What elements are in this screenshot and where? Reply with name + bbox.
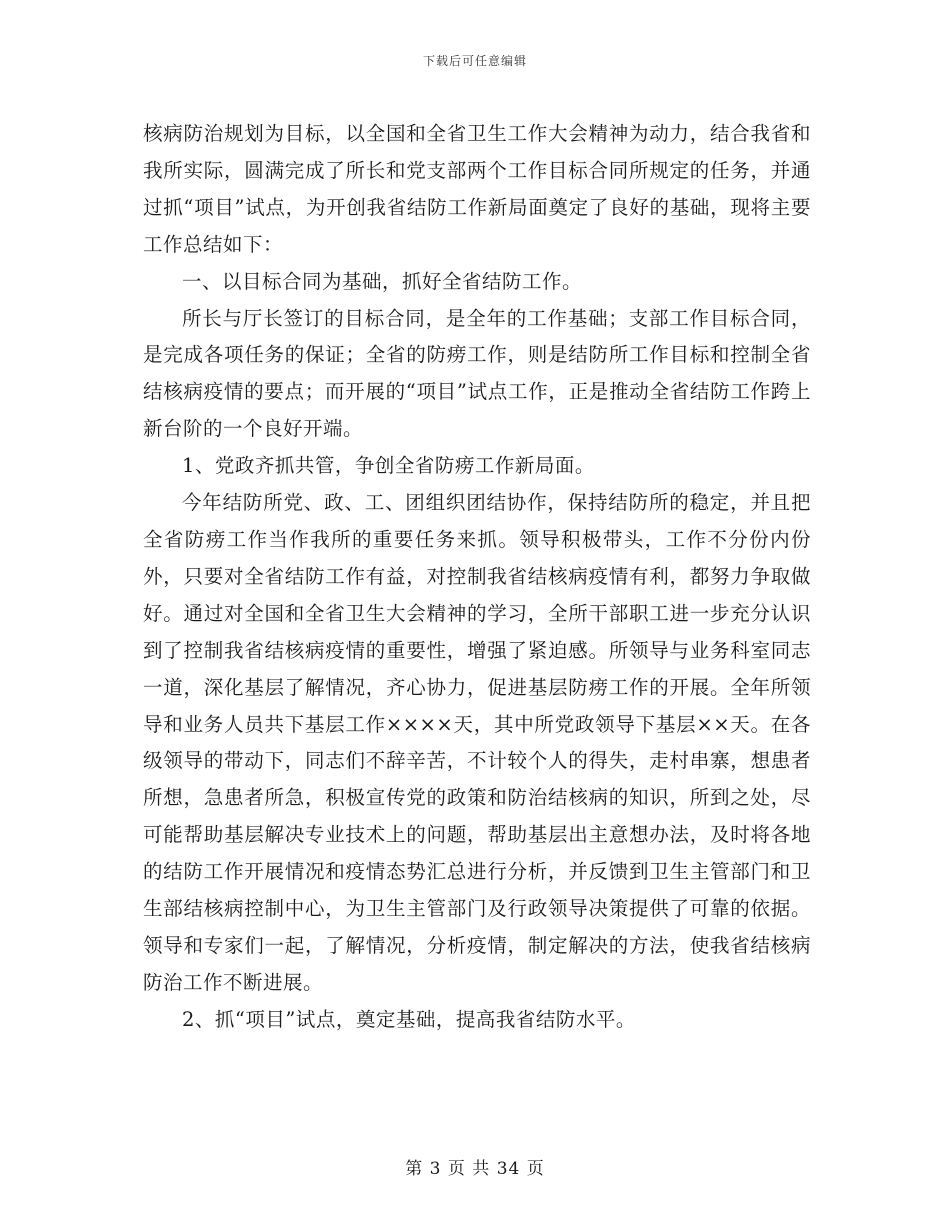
paragraph-1: 核病防治规划为目标，以全国和全省卫生工作大会精神为动力，结合我省和我所实际，圆满完成了所长和党支部两个工作目标合同所规定的任务，并通过抓“项目”试点，为开创我省结防工作新局面奠定了良好的基础，现将主要工作总结如下：: [143, 122, 811, 256]
paragraph-5: 今年结防所党、政、工、团组织团结协作，保持结防所的稳定，并且把全省防痨工作当作我所的重要任务来抓。领导积极带头，工作不分份内份外，只要对全省结防工作有益，对控制我省结核病疫情有利，都努力争取做好。通过对全国和全省卫生大会精神的学习，全所干部职工进一步充分认识到了控制我省结核病疫情的重要性，增强了紧迫感。所领导与业务科室同志一道，深化基层了解情况，齐心协力，促进基层防痨工作的开展。全年所领导和业务人员共下基层工作××××天，其中所党政领导下基层××天。在各级领导的带动下，同志们不辞辛苦，不计较个人的得失，走村串寨，想患者所想，急患者所急，积极宣传党的政策和防治结核病的知识，所到之处，尽可能帮助基层解决专业技术上的问题，帮助基层出主意想办法，及时将各地的结防工作开展情况和疫情态势汇总进行分析，并反馈到卫生主管部门和卫生部结核病控制中心，为卫生主管部门及行政领导决策提供了可靠的依据。领导和专家们一起，了解情况，分析疫情，制定解决的方法，使我省结核病防治工作不断进展。: [143, 491, 811, 994]
page-number-footer: 第 3 页 共 34 页: [405, 1159, 545, 1179]
paragraph-6: 2、抓“项目”试点，奠定基础，提高我省结防水平。: [182, 1007, 636, 1031]
paragraph-2: 一、以目标合同为基础，抓好全省结防工作。: [182, 269, 583, 293]
document-body: [143, 116, 811, 1039]
paragraph-4: 1、党政齐抓共管，争创全省防痨工作新局面。: [182, 454, 595, 478]
page-header: 下载后可任意编辑: [422, 54, 527, 68]
paragraph-3: 所长与厅长签订的目标合同，是全年的工作基础；支部工作目标合同，是完成各项任务的保证；全省的防痨工作，则是结防所工作目标和控制全省结核病疫情的要点；而开展的“项目”试点工作，正是推动全省结防工作跨上新台阶的一个良好开端。: [143, 306, 811, 441]
